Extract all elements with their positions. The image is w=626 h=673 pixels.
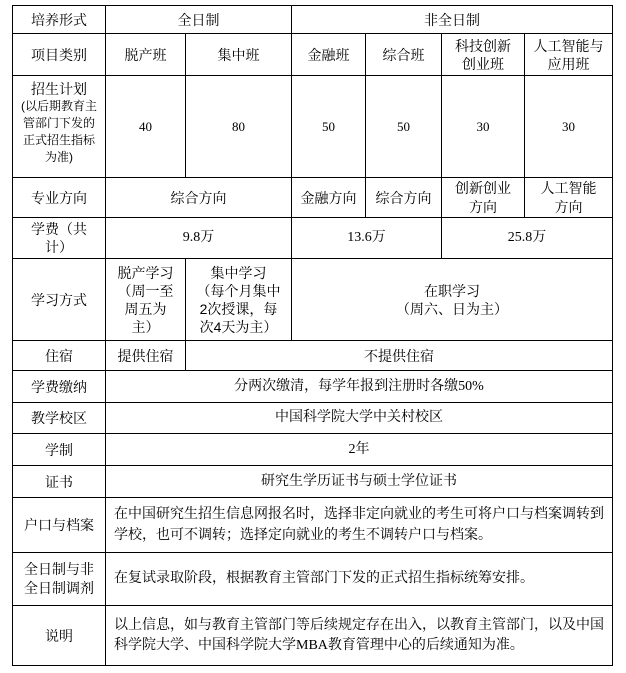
accommodation-not-provided: 不提供住宿 [186, 341, 613, 371]
label-tuition-payment: 学费缴纳 [13, 371, 106, 403]
direction-ai: 人工智能 方向 [525, 178, 613, 218]
tuition-payment-value: 分两次缴清，每学年报到注册时各缴50% [106, 371, 613, 403]
label-tuition: 学费（共 计） [13, 218, 106, 259]
row-certificate [13, 466, 613, 498]
label-notes: 说明 [13, 606, 106, 666]
label-study-mode: 学习方式 [13, 259, 106, 341]
row-enrollment-plan [13, 76, 613, 178]
enrollment-value-fulltime: 40 [106, 76, 186, 178]
label-training-form: 培养形式 [13, 6, 106, 34]
tuition-finance-general: 13.6万 [292, 218, 442, 259]
label-adjustment: 全日制与非 全日制调剂 [13, 553, 106, 606]
row-adjustment [13, 553, 613, 606]
label-hukou-archive: 户口与档案 [13, 498, 106, 553]
label-program-type: 项目类别 [13, 34, 106, 76]
study-mode-fulltime: 脱产学习 （周一至 周五为 主） [106, 259, 186, 341]
row-training-form [13, 6, 613, 34]
tuition-fulltime: 9.8万 [106, 218, 292, 259]
header-part-time: 非全日制 [292, 6, 613, 34]
row-study-mode [13, 259, 613, 341]
row-tuition [13, 218, 613, 259]
program-finance-class: 金融班 [292, 34, 366, 76]
notes-value: 以上信息，如与教育主管部门等后续规定存在出入，以教育主管部门，以及中国科学院大学、中国科学院大学MBA教育管理中心的后续通知为准。 [106, 606, 613, 666]
direction-finance: 金融方向 [292, 178, 366, 218]
label-campus: 教学校区 [13, 403, 106, 434]
row-accommodation [13, 341, 613, 371]
label-duration: 学制 [13, 434, 106, 466]
direction-fulltime: 综合方向 [106, 178, 292, 218]
label-enrollment-plan [13, 76, 106, 178]
label-major-direction: 专业方向 [13, 178, 106, 218]
enrollment-value-general: 50 [366, 76, 442, 178]
direction-innovation: 创新创业 方向 [442, 178, 525, 218]
certificate-value: 研究生学历证书与硕士学位证书 [106, 466, 613, 498]
header-full-time: 全日制 [106, 6, 292, 34]
row-notes [13, 606, 613, 666]
hukou-archive-value: 在中国研究生招生信息网报名时，选择非定向就业的考生可将户口与档案调转到学校，也可不调转；选择定向就业的考生不调转户口与档案。 [106, 498, 613, 553]
label-accommodation: 住宿 [13, 341, 106, 371]
program-ai-class: 人工智能与 应用班 [525, 34, 613, 76]
enrollment-value-ai: 30 [525, 76, 613, 178]
enrollment-value-intensive: 80 [186, 76, 292, 178]
row-major-direction [13, 178, 613, 218]
row-tuition-payment [13, 371, 613, 403]
mba-program-info-table [12, 5, 613, 666]
row-hukou-archive [13, 498, 613, 553]
program-fulltime-class: 脱产班 [106, 34, 186, 76]
program-innovation-class: 科技创新 创业班 [442, 34, 525, 76]
tuition-innovation-ai: 25.8万 [442, 218, 613, 259]
study-mode-intensive: 集中学习 （每个月集中 2次授课，每 次4天为主） [186, 259, 292, 341]
study-mode-parttime: 在职学习 （周六、日为主） [292, 259, 613, 341]
program-general-class: 综合班 [366, 34, 442, 76]
enrollment-value-innovation: 30 [442, 76, 525, 178]
row-duration [13, 434, 613, 466]
row-program-type [13, 34, 613, 76]
row-campus [13, 403, 613, 434]
enrollment-plan-title: 招生计划 [31, 80, 87, 97]
campus-value: 中国科学院大学中关村校区 [106, 403, 613, 434]
label-certificate: 证书 [13, 466, 106, 498]
direction-general: 综合方向 [366, 178, 442, 218]
duration-value: 2年 [106, 434, 613, 466]
enrollment-plan-note: (以后期教育主 管部门下发的 正式招生指标 为准) [21, 98, 97, 164]
adjustment-value: 在复试录取阶段，根据教育主管部门下发的正式招生指标统筹安排。 [106, 553, 613, 606]
program-intensive-class: 集中班 [186, 34, 292, 76]
enrollment-value-finance: 50 [292, 76, 366, 178]
accommodation-provided: 提供住宿 [106, 341, 186, 371]
